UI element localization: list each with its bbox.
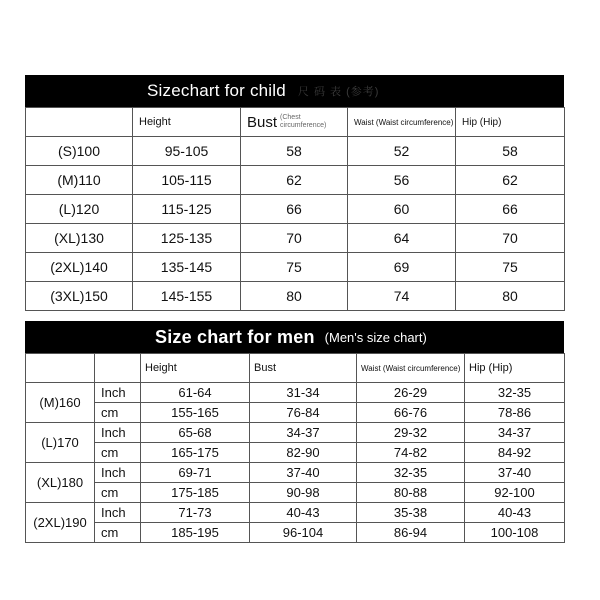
child-header-hip: Hip (Hip) <box>456 108 565 137</box>
men-waist-cell: 29-32 <box>357 423 465 443</box>
child-waist-cell: 56 <box>348 166 456 195</box>
child-waist-cell: 64 <box>348 224 456 253</box>
child-hip-cell: 66 <box>456 195 565 224</box>
child-size-cell: (2XL)140 <box>26 253 133 282</box>
men-height-cell: 61-64 <box>141 383 250 403</box>
men-hip-cell: 34-37 <box>465 423 565 443</box>
men-waist-cell: 35-38 <box>357 503 465 523</box>
men-size-cell: (L)170 <box>26 423 95 463</box>
child-bust-cell: 62 <box>241 166 348 195</box>
child-height-cell: 115-125 <box>133 195 241 224</box>
child-waist-cell: 69 <box>348 253 456 282</box>
child-hip-cell: 58 <box>456 137 565 166</box>
child-chart-banner <box>25 75 564 107</box>
men-chart-banner <box>25 321 564 353</box>
men-bust-cell: 34-37 <box>250 423 357 443</box>
men-header-bust: Bust <box>250 354 357 383</box>
men-inch-row <box>26 423 565 443</box>
men-header-row <box>26 354 565 383</box>
child-chart-ghost-text: 尺 码 表 (参考) <box>297 86 380 98</box>
men-waist-cell: 80-88 <box>357 483 465 503</box>
child-waist-cell: 74 <box>348 282 456 311</box>
men-height-cell: 165-175 <box>141 443 250 463</box>
men-hip-cell: 92-100 <box>465 483 565 503</box>
men-height-cell: 175-185 <box>141 483 250 503</box>
men-chart-subtitle: (Men's size chart) <box>324 329 427 345</box>
men-cm-row <box>26 403 565 423</box>
men-hip-cell: 32-35 <box>465 383 565 403</box>
child-height-cell: 145-155 <box>133 282 241 311</box>
men-bust-cell: 96-104 <box>250 523 357 543</box>
child-bust-cell: 66 <box>241 195 348 224</box>
men-bust-cell: 90-98 <box>250 483 357 503</box>
men-inch-row <box>26 463 565 483</box>
child-size-cell: (XL)130 <box>26 224 133 253</box>
child-height-cell: 125-135 <box>133 224 241 253</box>
men-hip-cell: 37-40 <box>465 463 565 483</box>
men-unit-cell: Inch <box>95 463 141 483</box>
child-header-waist: Waist (Waist circumference) <box>348 108 456 137</box>
child-hip-cell: 70 <box>456 224 565 253</box>
men-bust-cell: 31-34 <box>250 383 357 403</box>
men-cm-row <box>26 483 565 503</box>
men-height-cell: 65-68 <box>141 423 250 443</box>
child-header-size <box>26 108 133 137</box>
child-size-table <box>25 107 565 311</box>
men-unit-cell: cm <box>95 403 141 423</box>
men-bust-cell: 40-43 <box>250 503 357 523</box>
child-height-cell: 95-105 <box>133 137 241 166</box>
men-size-cell: (2XL)190 <box>26 503 95 543</box>
men-hip-cell: 100-108 <box>465 523 565 543</box>
men-hip-cell: 40-43 <box>465 503 565 523</box>
child-waist-cell: 52 <box>348 137 456 166</box>
men-height-cell: 155-165 <box>141 403 250 423</box>
child-row <box>26 195 565 224</box>
men-waist-cell: 32-35 <box>357 463 465 483</box>
child-row <box>26 224 565 253</box>
men-cm-row <box>26 523 565 543</box>
child-size-cell: (S)100 <box>26 137 133 166</box>
child-row <box>26 166 565 195</box>
men-cm-row <box>26 443 565 463</box>
men-header-hip: Hip (Hip) <box>465 354 565 383</box>
child-size-cell: (M)110 <box>26 166 133 195</box>
child-hip-cell: 80 <box>456 282 565 311</box>
child-bust-cell: 75 <box>241 253 348 282</box>
men-header-waist: Waist (Waist circumference) <box>357 354 465 383</box>
child-row <box>26 282 565 311</box>
men-waist-cell: 74-82 <box>357 443 465 463</box>
child-waist-cell: 60 <box>348 195 456 224</box>
child-hip-cell: 62 <box>456 166 565 195</box>
child-hip-cell: 75 <box>456 253 565 282</box>
men-hip-cell: 78-86 <box>465 403 565 423</box>
men-waist-cell: 66-76 <box>357 403 465 423</box>
men-unit-cell: cm <box>95 523 141 543</box>
men-waist-cell: 86-94 <box>357 523 465 543</box>
men-inch-row <box>26 383 565 403</box>
child-height-cell: 135-145 <box>133 253 241 282</box>
child-height-cell: 105-115 <box>133 166 241 195</box>
men-size-table <box>25 353 565 543</box>
men-bust-cell: 76-84 <box>250 403 357 423</box>
child-bust-cell: 80 <box>241 282 348 311</box>
men-size-cell: (XL)180 <box>26 463 95 503</box>
men-header-size <box>26 354 95 383</box>
men-bust-cell: 37-40 <box>250 463 357 483</box>
men-unit-cell: Inch <box>95 503 141 523</box>
men-size-cell: (M)160 <box>26 383 95 423</box>
men-height-cell: 69-71 <box>141 463 250 483</box>
men-height-cell: 71-73 <box>141 503 250 523</box>
men-bust-cell: 82-90 <box>250 443 357 463</box>
child-bust-cell: 58 <box>241 137 348 166</box>
child-header-height: Height <box>133 108 241 137</box>
men-chart-title: Size chart for men <box>155 326 315 347</box>
child-size-cell: (L)120 <box>26 195 133 224</box>
men-unit-cell: Inch <box>95 383 141 403</box>
men-waist-cell: 26-29 <box>357 383 465 403</box>
men-inch-row <box>26 503 565 523</box>
child-chart-title: Sizechart for child <box>147 81 286 100</box>
child-header-bust: Bust (Chest circumference) <box>241 108 348 137</box>
child-row <box>26 253 565 282</box>
men-header-height: Height <box>141 354 250 383</box>
men-unit-cell: Inch <box>95 423 141 443</box>
child-size-cell: (3XL)150 <box>26 282 133 311</box>
men-height-cell: 185-195 <box>141 523 250 543</box>
child-row <box>26 137 565 166</box>
child-bust-cell: 70 <box>241 224 348 253</box>
men-hip-cell: 84-92 <box>465 443 565 463</box>
men-header-unit <box>95 354 141 383</box>
child-header-row <box>26 108 565 137</box>
men-unit-cell: cm <box>95 483 141 503</box>
men-unit-cell: cm <box>95 443 141 463</box>
